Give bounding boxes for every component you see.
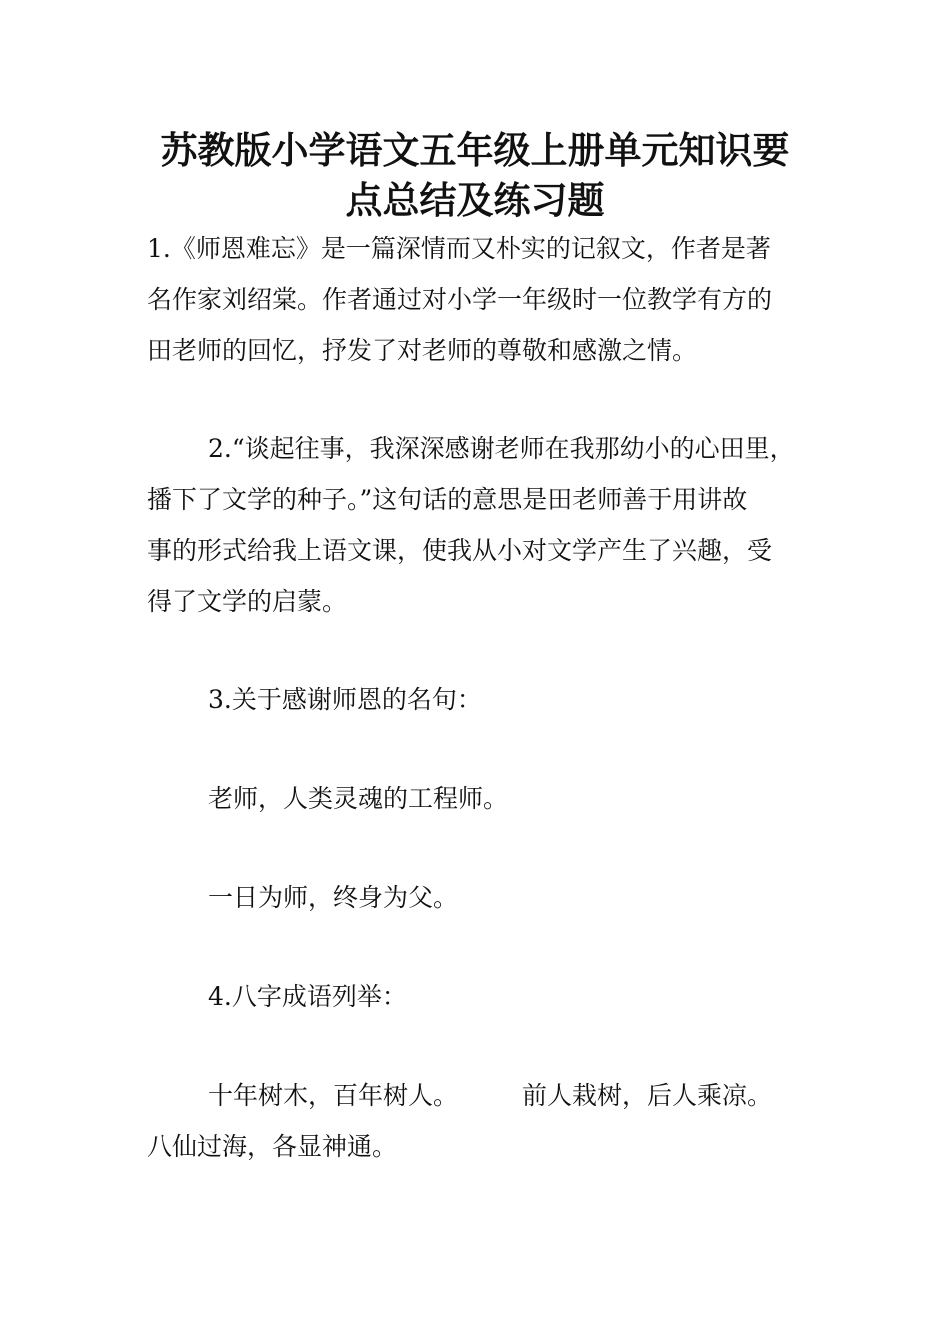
- idiom-1: 十年树木，百年树人。: [208, 1081, 459, 1110]
- paragraph-2-line-2: 播下了文学的种子。”这句话的意思是田老师善于用讲故: [147, 485, 748, 514]
- paragraph-3-heading: 3.关于感谢师恩的名句：: [208, 685, 482, 714]
- quote-1: 老师，人类灵魂的工程师。: [208, 784, 509, 813]
- document-title-line-1: 苏教版小学语文五年级上册单元知识要: [160, 129, 790, 172]
- paragraph-2-line-1: 2.“谈起往事，我深深感谢老师在我那幼小的心田里，: [208, 434, 795, 463]
- paragraph-2-line-4: 得了文学的启蒙。: [147, 587, 348, 616]
- idiom-line: [208, 1079, 878, 1113]
- document-title-line-2: 点总结及练习题: [345, 179, 605, 222]
- paragraph-2-line-3: 事的形式给我上语文课，使我从小对文学产生了兴趣，受: [147, 536, 773, 565]
- paragraph-4-heading: 4.八字成语列举：: [208, 982, 407, 1011]
- idiom-3: 八仙过海，各显神通。: [147, 1132, 398, 1161]
- idiom-2: 前人栽树，后人乘凉。: [522, 1081, 773, 1110]
- paragraph-1-line-1: 1.《师恩难忘》是一篇深情而又朴实的记叙文，作者是著: [147, 234, 771, 263]
- paragraph-1-line-3: 田老师的回忆，抒发了对老师的尊敬和感激之情。: [147, 336, 698, 365]
- paragraph-1-line-2: 名作家刘绍棠。作者通过对小学一年级时一位教学有方的: [147, 285, 773, 314]
- quote-2: 一日为师，终身为父。: [208, 883, 459, 912]
